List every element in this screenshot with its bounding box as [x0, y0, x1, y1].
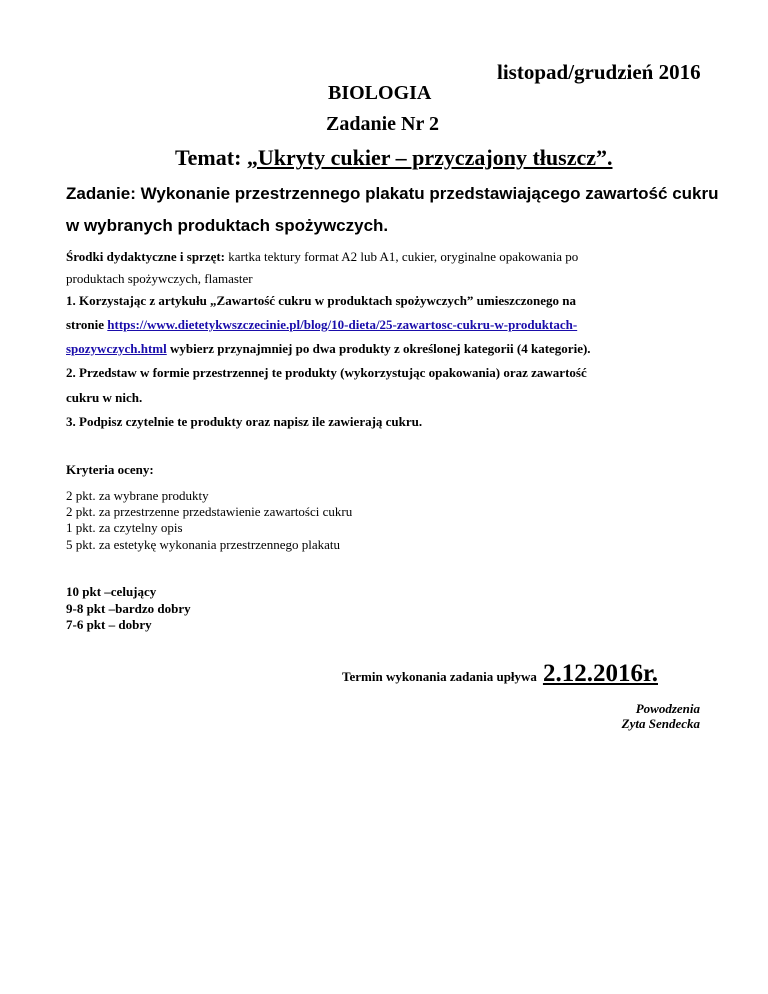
step-1-prefix: stronie: [66, 317, 108, 332]
article-link-continuation[interactable]: spozywczych.html: [66, 341, 167, 356]
subject-heading: BIOLOGIA: [328, 82, 432, 104]
step-2-line-2: cukru w nich.: [66, 390, 143, 405]
document-date: listopad/grudzień 2016: [497, 60, 701, 84]
topic-heading: [175, 145, 612, 171]
step-3: 3. Podpisz czytelnie te produkty oraz napisz ile zawierają cukru.: [66, 414, 423, 429]
step-2-line-1: 2. Przedstaw w formie przestrzennej te produkty (wykorzystując opakowania) oraz zawartość: [66, 365, 587, 380]
materials-text: kartka tektury format A2 lub A1, cukier, oryginalne opakowania po: [225, 249, 579, 264]
deadline-date: 2.12.2016r.: [542, 660, 658, 687]
topic-label: Temat:: [175, 145, 247, 170]
task-description-line-1: Zadanie: Wykonanie przestrzennego plakatu przedstawiającego zawartość cukru: [66, 184, 719, 203]
deadline: [342, 660, 658, 688]
farewell-text: Powodzenia: [635, 701, 700, 716]
criteria-item: 2 pkt. za wybrane produkty: [66, 488, 209, 503]
criteria-item: 1 pkt. za czytelny opis: [66, 520, 183, 535]
criteria-item: 5 pkt. za estetykę wykonania przestrzennego plakatu: [66, 537, 340, 552]
criteria-item: 2 pkt. za przestrzenne przedstawienie zawartości cukru: [66, 504, 353, 519]
step-1-suffix: wybierz przynajmniej po dwa produkty z określonej kategorii (4 kategorie).: [166, 341, 591, 356]
topic-text: „Ukryty cukier – przyczajony tłuszcz”.: [246, 145, 613, 170]
task-description-line-2: w wybranych produktach spożywczych.: [66, 216, 389, 235]
grade-item: 10 pkt –celujący: [66, 584, 157, 599]
step-1-line-1: 1. Korzystając z artykułu „Zawartość cukru w produktach spożywczych” umieszczonego na: [66, 293, 576, 308]
step-1-line-3: [66, 341, 591, 357]
materials-line-1: [66, 249, 578, 265]
step-1-line-2: [66, 317, 577, 333]
deadline-label: Termin wykonania zadania upływa: [342, 669, 537, 684]
task-number-heading: Zadanie Nr 2: [326, 113, 439, 135]
materials-line-2: produktach spożywczych, flamaster: [66, 271, 253, 286]
criteria-title: Kryteria oceny:: [66, 462, 154, 477]
grade-item: 9-8 pkt –bardzo dobry: [66, 601, 191, 616]
materials-label: Środki dydaktyczne i sprzęt:: [66, 249, 226, 264]
author-signature: Zyta Sendecka: [621, 716, 700, 731]
grade-item: 7-6 pkt – dobry: [66, 617, 152, 632]
article-link[interactable]: https://www.dietetykwszczecinie.pl/blog/10-dieta/25-zawartosc-cukru-w-produktach-: [107, 317, 578, 332]
